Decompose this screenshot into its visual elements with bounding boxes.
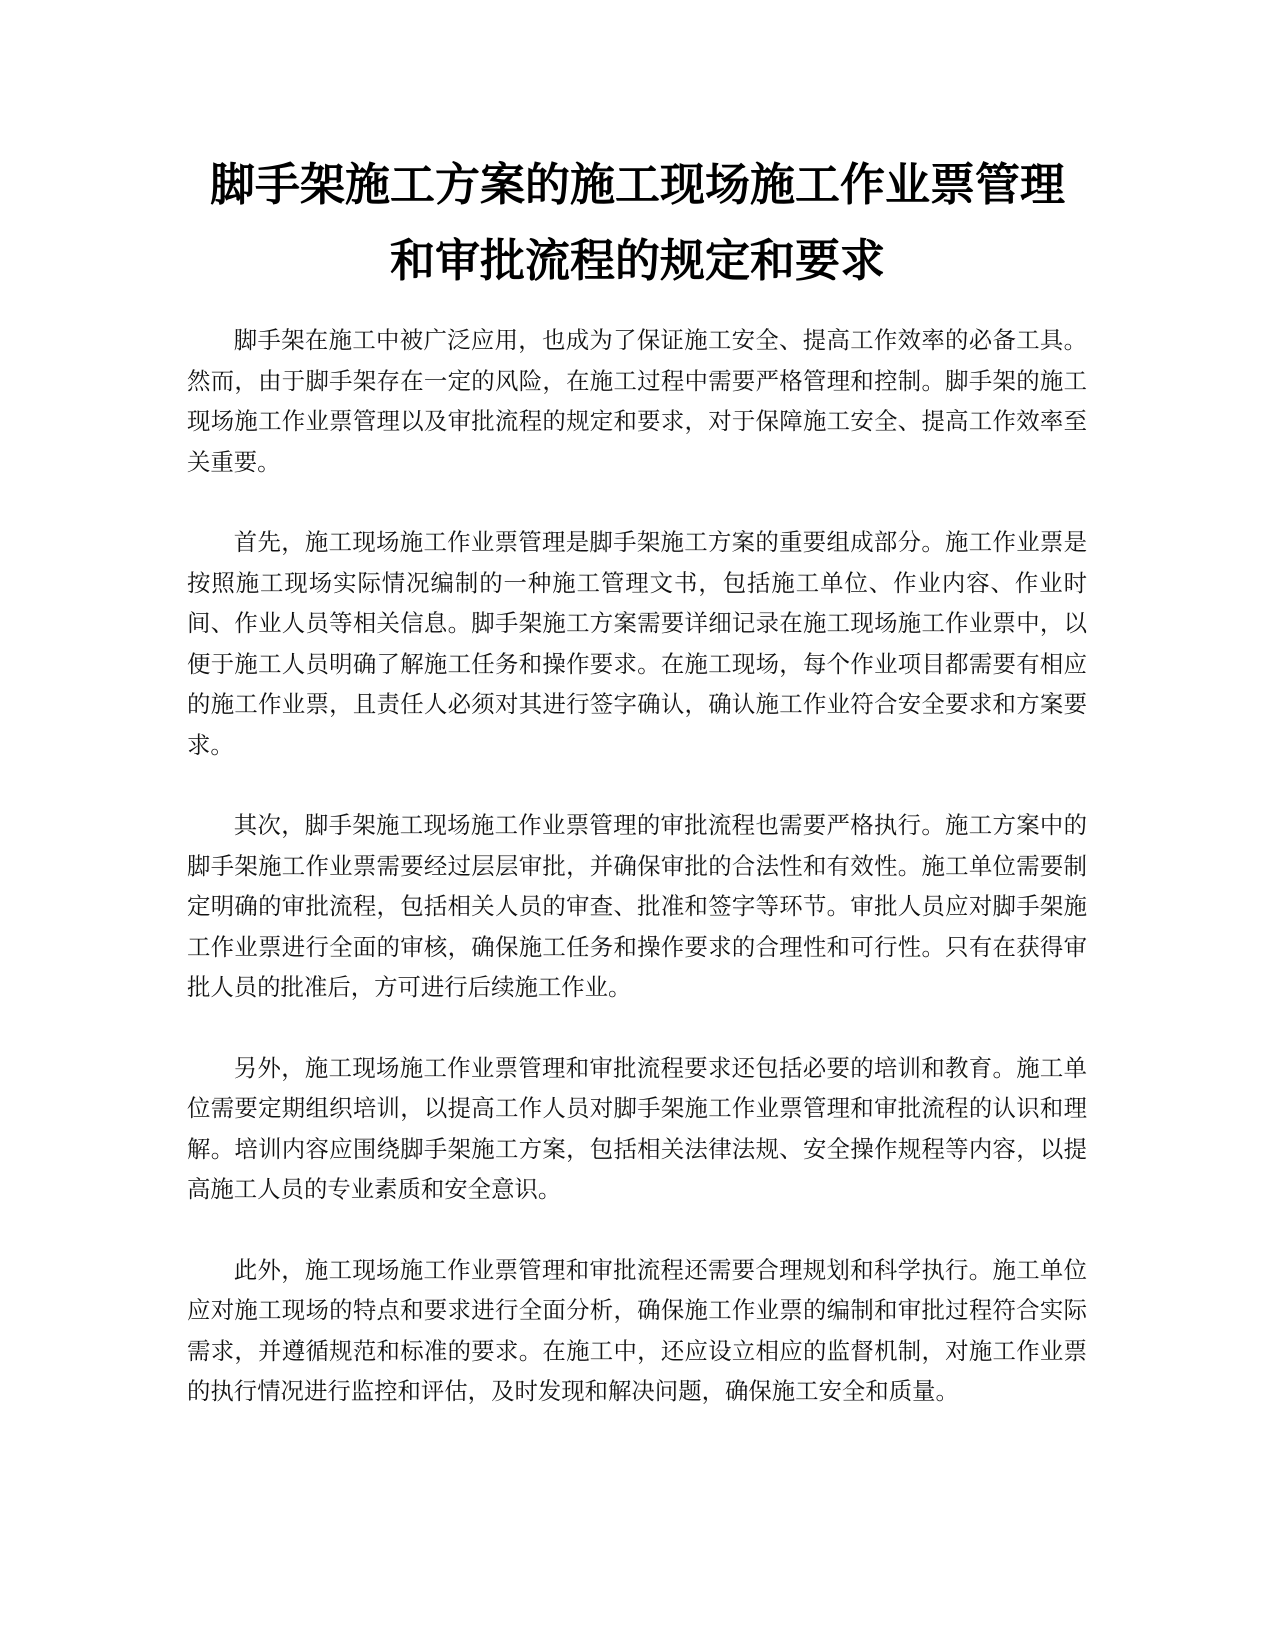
paragraph-4: 另外，施工现场施工作业票管理和审批流程要求还包括必要的培训和教育。施工单位需要定期组织培训，以提高工作人员对脚手架施工作业票管理和审批流程的认识和理解。培训内容应围绕脚手架施工方案，包括相关法律法规、安全操作规程等内容，以提高施工人员的专业素质和安全意识。 (187, 1053, 1087, 1203)
document-body (187, 320, 1087, 1452)
title-line-1: 脚手架施工方案的施工现场施工作业票管理 (209, 158, 1065, 211)
title-line-2: 和审批流程的规定和要求 (389, 234, 885, 287)
paragraph-2: 首先，施工现场施工作业票管理是脚手架施工方案的重要组成部分。施工作业票是按照施工现场实际情况编制的一种施工管理文书，包括施工单位、作业内容、作业时间、作业人员等相关信息。脚手架施工方案需要详细记录在施工现场施工作业票中，以便于施工人员明确了解施工任务和操作要求。在施工现场，每个作业项目都需要有相应的施工作业票，且责任人必须对其进行签字确认，确认施工作业符合安全要求和方案要求。 (187, 528, 1087, 759)
paragraph-1: 脚手架在施工中被广泛应用，也成为了保证施工安全、提高工作效率的必备工具。然而，由于脚手架存在一定的风险，在施工过程中需要严格管理和控制。脚手架的施工现场施工作业票管理以及审批流程的规定和要求，对于保障施工安全、提高工作效率至关重要。 (187, 326, 1087, 476)
document-title (150, 147, 1125, 299)
paragraph-5: 此外，施工现场施工作业票管理和审批流程还需要合理规划和科学执行。施工单位应对施工现场的特点和要求进行全面分析，确保施工作业票的编制和审批过程符合实际需求，并遵循规范和标准的要求。在施工中，还应设立相应的监督机制，对施工作业票的执行情况进行监控和评估，及时发现和解决问题，确保施工安全和质量。 (187, 1255, 1087, 1405)
paragraph-3: 其次，脚手架施工现场施工作业票管理的审批流程也需要严格执行。施工方案中的脚手架施工作业票需要经过层层审批，并确保审批的合法性和有效性。施工单位需要制定明确的审批流程，包括相关人员的审查、批准和签字等环节。审批人员应对脚手架施工作业票进行全面的审核，确保施工任务和操作要求的合理性和可行性。只有在获得审批人员的批准后，方可进行后续施工作业。 (187, 811, 1087, 1001)
